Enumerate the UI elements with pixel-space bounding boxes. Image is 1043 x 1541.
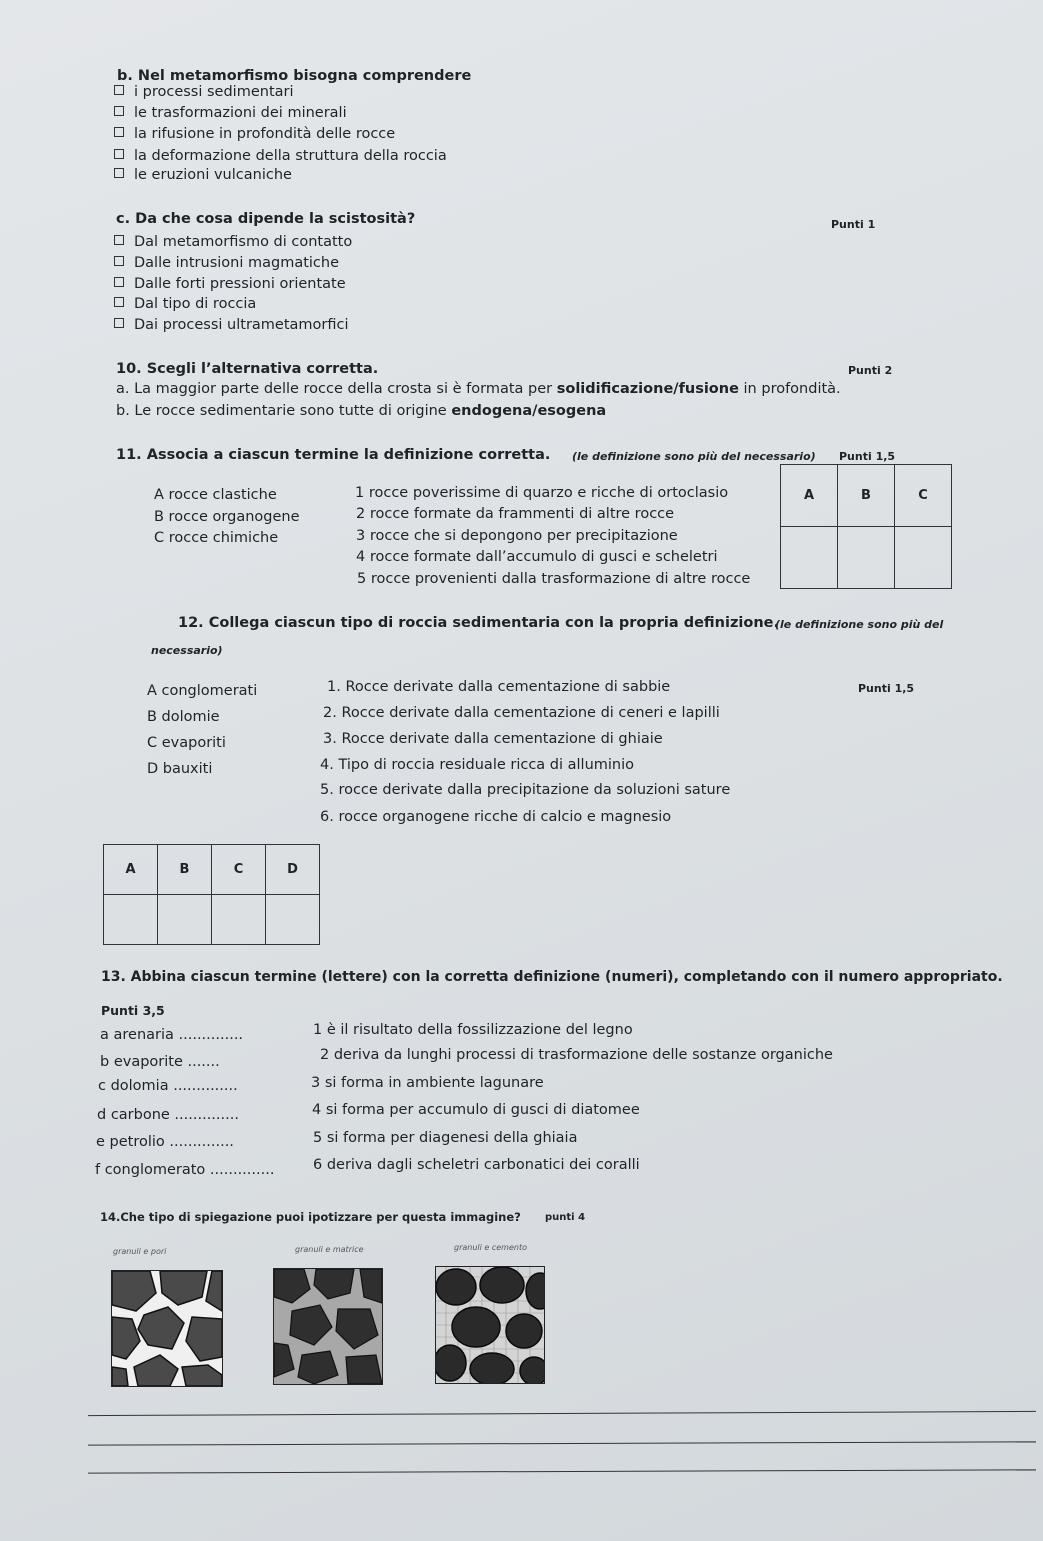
q13-def: 1 è il risultato della fossilizzazione del legno	[313, 1022, 633, 1038]
checkbox-icon[interactable]	[114, 168, 124, 178]
q-b-option[interactable]: i processi sedimentari	[114, 83, 294, 101]
grid-answer-cell[interactable]	[212, 895, 266, 945]
grid-answer-cell[interactable]	[104, 895, 158, 945]
q11-answer-grid	[780, 464, 952, 589]
q14-points: punti 4	[545, 1212, 586, 1223]
answer-line[interactable]	[88, 1469, 1036, 1473]
q10-title: 10. Scegli l’alternativa corretta.	[116, 361, 379, 377]
q13-def: 2 deriva da lunghi processi di trasformazione delle sostanze organiche	[320, 1047, 833, 1063]
grid-header: A	[104, 845, 158, 895]
q13-def: 4 si forma per accumulo di gusci di diatomee	[312, 1102, 640, 1118]
grid-answer-cell[interactable]	[266, 895, 320, 945]
q10-points: Punti 2	[848, 364, 893, 377]
q13-def: 3 si forma in ambiente lagunare	[311, 1075, 544, 1091]
q13-term-field[interactable]: a arenaria ..............	[100, 1027, 244, 1043]
q13-term-field[interactable]: e petrolio ..............	[96, 1134, 234, 1150]
q12-note: (le definizione sono più del	[775, 618, 944, 631]
q11-def: 1 rocce poverissime di quarzo e ricche di ortoclasio	[355, 485, 729, 501]
image-caption: granuli e pori	[113, 1247, 167, 1256]
q-c-option[interactable]: Dalle forti pressioni orientate	[114, 275, 346, 293]
q11-term: C rocce chimiche	[154, 530, 279, 546]
q-b-title: b. Nel metamorfismo bisogna comprendere	[117, 68, 472, 84]
q-c-option[interactable]: Dalle intrusioni magmatiche	[114, 254, 339, 272]
grid-answer-cell[interactable]	[895, 527, 952, 589]
q10-statement-b: b. Le rocce sedimentarie sono tutte di origine endogena/esogena	[116, 403, 607, 419]
checkbox-icon[interactable]	[114, 318, 124, 328]
q11-points: Punti 1,5	[839, 450, 896, 463]
checkbox-icon[interactable]	[114, 149, 124, 159]
grid-answer-cell[interactable]	[158, 895, 212, 945]
rock-texture-cement-image	[435, 1266, 545, 1384]
q12-def: 2. Rocce derivate dalla cementazione di ceneri e lapilli	[323, 705, 720, 721]
q12-def: 4. Tipo di roccia residuale ricca di alluminio	[320, 757, 635, 773]
grid-header: A	[781, 465, 838, 527]
q12-def: 5. rocce derivate dalla precipitazione da soluzioni sature	[320, 782, 731, 798]
q-c-title: c. Da che cosa dipende la scistosità?	[116, 211, 416, 227]
checkbox-icon[interactable]	[114, 297, 124, 307]
checkbox-icon[interactable]	[114, 256, 124, 266]
q-c-option[interactable]: Dai processi ultrametamorfici	[114, 316, 349, 334]
checkbox-icon[interactable]	[114, 106, 124, 116]
grid-answer-cell[interactable]	[781, 527, 838, 589]
q13-term-field[interactable]: c dolomia ..............	[98, 1078, 238, 1094]
grid-header: C	[895, 465, 952, 527]
grid-header: B	[158, 845, 212, 895]
q12-answer-grid	[103, 844, 320, 945]
grid-answer-cell[interactable]	[838, 527, 895, 589]
q13-def: 6 deriva dagli scheletri carbonatici dei coralli	[313, 1157, 640, 1173]
checkbox-icon[interactable]	[114, 277, 124, 287]
grid-header: D	[266, 845, 320, 895]
q12-def: 3. Rocce derivate dalla cementazione di ghiaie	[323, 731, 663, 747]
q11-title: 11. Associa a ciascun termine la definizione corretta.	[116, 447, 551, 463]
rock-texture-pores-image	[111, 1270, 223, 1387]
q11-def: 2 rocce formate da frammenti di altre rocce	[356, 506, 675, 522]
q12-term: A conglomerati	[147, 683, 258, 699]
image-caption: granuli e matrice	[295, 1245, 364, 1254]
q10-choice-b[interactable]: endogena/esogena	[451, 403, 607, 419]
q-b-option[interactable]: le eruzioni vulcaniche	[114, 166, 292, 184]
grid-header: B	[838, 465, 895, 527]
q13-title: 13. Abbina ciascun termine (lettere) con la corretta definizione (numeri), completando con il numero appropriato.	[101, 969, 1003, 985]
q12-title: 12. Collega ciascun tipo di roccia sedimentaria con la propria definizione.	[178, 615, 779, 631]
q-c-points: Punti 1	[831, 218, 876, 231]
q12-points: Punti 1,5	[858, 682, 915, 695]
q12-def: 1. Rocce derivate dalla cementazione di sabbie	[327, 679, 671, 695]
q12-note-cont: necessario)	[151, 644, 223, 657]
answer-line[interactable]	[88, 1441, 1036, 1445]
checkbox-icon[interactable]	[114, 235, 124, 245]
q-c-option[interactable]: Dal metamorfismo di contatto	[114, 233, 352, 251]
q13-points: Punti 3,5	[101, 1003, 165, 1018]
q11-def: 3 rocce che si depongono per precipitazione	[356, 528, 678, 544]
checkbox-icon[interactable]	[114, 85, 124, 95]
rock-texture-matrix-image	[273, 1268, 383, 1385]
q11-def: 4 rocce formate dall’accumulo di gusci e scheletri	[356, 549, 718, 565]
q11-term: B rocce organogene	[154, 509, 300, 525]
q11-term: A rocce clastiche	[154, 487, 277, 503]
q12-term: B dolomie	[147, 709, 220, 725]
q-b-option[interactable]: la deformazione della struttura della roccia	[114, 147, 447, 165]
q-b-option[interactable]: la rifusione in profondità delle rocce	[114, 125, 395, 143]
q11-note: (le definizione sono più del necessario)	[572, 450, 816, 463]
q13-term-field[interactable]: b evaporite .......	[100, 1054, 220, 1070]
q-c-option[interactable]: Dal tipo di roccia	[114, 295, 256, 313]
image-caption: granuli e cemento	[454, 1243, 527, 1252]
q12-term: C evaporiti	[147, 735, 226, 751]
checkbox-icon[interactable]	[114, 127, 124, 137]
q13-term-field[interactable]: d carbone ..............	[97, 1107, 239, 1123]
answer-line[interactable]	[88, 1411, 1036, 1416]
q12-def: 6. rocce organogene ricche di calcio e magnesio	[320, 809, 672, 825]
q10-statement-a: a. La maggior parte delle rocce della crosta si è formata per solidificazione/fusione in profondità.	[116, 381, 841, 397]
q13-def: 5 si forma per diagenesi della ghiaia	[313, 1130, 578, 1146]
q11-def: 5 rocce provenienti dalla trasformazione di altre rocce	[357, 571, 751, 587]
q13-term-field[interactable]: f conglomerato ..............	[95, 1162, 275, 1178]
q10-choice-a[interactable]: solidificazione/fusione	[556, 381, 739, 397]
q14-title: 14.Che tipo di spiegazione puoi ipotizzare per questa immagine?	[100, 1210, 521, 1224]
q12-term: D bauxiti	[147, 761, 213, 777]
grid-header: C	[212, 845, 266, 895]
q-b-option[interactable]: le trasformazioni dei minerali	[114, 104, 347, 122]
